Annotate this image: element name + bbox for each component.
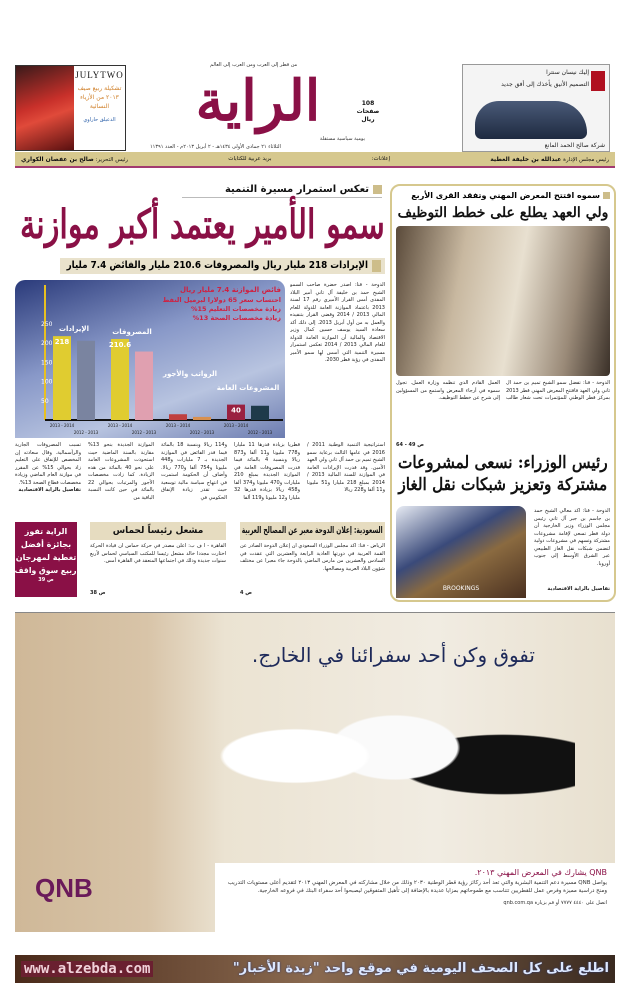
pm-body: الدوحة - قنا: أكد معالي الشيخ حمد بن جاسم بن جبر آل ثاني رئيس مجلس الوزراء وزير الخارجية أن دولة قطر تسعى لإقامة مشروعات مشتركة وتسهم في مشروعات دولية لتضمن شبكات نقل الغاز الطبيعي عبر الشرق الأوسط إلى جنوب أوروبا. [534, 508, 610, 567]
bar-2013-2014 [108, 339, 132, 420]
y-tick-label: 250 [41, 320, 53, 328]
x-tick-label: 2014 - 2013 [223, 423, 249, 428]
ad-people-image [175, 688, 575, 858]
right-kicker-text: سموه افتتح المعرض المهني وتفقد القرى الأربع [411, 191, 600, 200]
editor-name: صالح بن عفصان الكواري [21, 155, 94, 163]
qnb-contact[interactable]: اتصل على ٤٤٤٠ ٧٧٧٧ أو قم بزيارة qnb.com.qa [503, 900, 607, 906]
qnb-caption [215, 863, 615, 932]
y-tick-label: 150 [41, 359, 53, 367]
category-label: الإيرادات [58, 325, 90, 334]
crown-prince-photo [396, 226, 610, 376]
nissan-logo [591, 71, 605, 91]
chart-note: زيادة مخصصات الصحة 13% [192, 314, 281, 322]
qnb-slogan: تفوق وكن أحد سفرائنا في الخارج. [251, 643, 535, 667]
qnb-logo: QNB [35, 873, 93, 903]
story-title: السعودية: إعلان الدوحة معبر عن المصالح العربية [242, 526, 383, 536]
lead-col2: الموازنة الجديدة بنحو 13% مقارنة بالسنة الماضية حيث استحوذت المشروعات العامة على نحو 40 بالمائة من هذه الزيادة. كما زادت مخصصات الأجور والمرتبات بحوالي 22 بالمائة في حين كانت النسبة الباقية من [88, 442, 154, 501]
y-tick-label: 100 [41, 378, 53, 386]
edition-label: يومية سياسية مستقلة [319, 136, 365, 142]
chart-title: فائض الموازنة 7.4 مليار ريال [179, 286, 281, 294]
story-body: القاهرة - أ ف ب: أعلن مصدر في حركة حماس أن قيادة الحركة اختارت مجددا خالد مشعل رئيسا للمكتب السياسي لحماس لأربع سنوات جديدة وذلك في اجتماعها المنعقد في القاهرة أمس. [90, 543, 226, 564]
story-hamas[interactable] [90, 522, 226, 598]
qnb-title: QNB يشارك في المعرض المهني ٢٠١٣. [474, 868, 607, 877]
bar-2013-2014 [169, 414, 187, 420]
watermark-banner[interactable] [15, 955, 615, 983]
promo-line: تغطية لمهرجان [15, 553, 77, 562]
ad-brand: JULYTWO [75, 70, 124, 80]
bar-2013-2014 [53, 336, 71, 420]
ad-sub: التصميم الأنيق يأخذك إلى أفق جديد [501, 81, 589, 88]
ad-headline: إليك نيسان سنترا [546, 69, 589, 76]
subhead-text: الإيرادات 218 مليار ريال والمصروفات 210.6 مليار والفائض 7.4 مليار [66, 260, 368, 271]
right-page: ص 49 - 64 [396, 442, 424, 448]
promo-line: الراية تفوز [24, 527, 68, 536]
info-bar [15, 152, 615, 168]
price-box [356, 100, 380, 124]
lead-headline-box [15, 200, 385, 252]
chart-note: زيادة مخصصات التعليم 15% [190, 305, 281, 313]
promo-box[interactable] [15, 522, 77, 597]
issue-date: الثلاثاء ٢١ جمادى الأولى ١٤٣٤هـ - ٢ أبريل ٢٠١٣م - العدد ١١٣٩١ [150, 144, 281, 150]
lead-col1 [15, 442, 81, 510]
right-column-box [390, 184, 616, 602]
value-label: 210.6 [108, 341, 132, 349]
ad-offer: تشكيلة ربيع صيف ٢٠١٣ من الأزياء النسائية [77, 85, 122, 110]
bar-2012-2013 [77, 341, 95, 420]
lead-kicker [182, 184, 382, 198]
right-headline[interactable]: ولي العهد يطلع على خطط التوظيف [397, 205, 609, 221]
lead-col4: قطريا بزيادة قدرها 11 مليارا و778 مليونا و11 ألفا و873 ريالا وبنسبة 4 بالمائة فيما قدرت المصروفات العامة في الموازنة الجديدة بمبلغ 210 مليارات و470 مليونا و374 ألفا و458 ريالا بزيادة قدرها 32 مليارا و12 مليونا و119 ألفا [234, 442, 300, 501]
price-label: ريال [361, 116, 375, 123]
pages-label: صفحات [356, 108, 380, 115]
nissan-ad[interactable] [462, 64, 610, 152]
x-tick-label: 2013 - 2012 [131, 430, 157, 435]
lead-col5: استراتيجية التنمية الوطنية 2011 / 2016 في عامها الثالث برعاية سمو الشيخ تميم بن حمد آل ثاني ولي العهد الأمين. وقد قدرت الإيرادات العامة في الموازنة للسنة المالية 2013 / 2014 بمبلغ 218 مليارا و51 مليونا و11 ألفا و228 ريالا [307, 442, 385, 493]
banner-promo: اطلع على كل الصحف اليومية في موقع واحد "زبدة الأخبار" [232, 961, 609, 976]
chart-note: احتساب سعر 65 دولارا لبرميل النفط [162, 296, 281, 304]
pm-more[interactable]: تفاصيل بالراية الاقتصادية [547, 586, 610, 592]
ads-contact: إعلانات: [371, 156, 391, 162]
ad-company: شركة صالح الحمد المانع [544, 142, 605, 149]
pm-headline[interactable]: رئيس الوزراء: نسعى لمشروعات مشتركة وتعزيز شبكات نقل الغاز [398, 453, 608, 495]
banner-url[interactable]: www.alzebda.com [21, 961, 153, 977]
x-tick-label: 2013 - 2012 [189, 430, 215, 435]
category-label: المشروعات العامة [216, 384, 280, 392]
col1-text: تسبب المصروفات الجارية والرأسمالية. وقال سعادته إن المخصص للإنفاق على التعليم زاد بحوالي 15% عن المقرر في موازنة العام الماضي وزيادة مخصصات قطاع الصحة 13%. [15, 442, 81, 486]
lead-body: الدوحة - قنا: أصدر حضرة صاحب السمو الشيخ حمد بن خليفة آل ثاني أمير البلاد المفدى أمس القرار الأميري رقم 17 لسنة 2013 باعتماد الموازنة العامة للدولة للعام المالي 2013 / 2014 وقضى القرار بتنفيذه والعمل به من أول أبريل 2013. إلى ذلك أكد سعادة السيد يوسف حسين كمال وزير الاقتصاد والمالية أن الموازنة العامة للدولة للعام المالي 2013 / 2014 تعكس استمرار مسيرة التنمية التي أسس لها سمو الأمير المفدى في رؤية قطر 2030. [290, 282, 385, 363]
promo-page: ص 39 [38, 577, 54, 583]
x-tick-label: 2013 - 2012 [73, 430, 99, 435]
story-saudi[interactable] [240, 522, 385, 598]
more-link[interactable]: تفاصيل بالراية الاقتصادية [18, 487, 81, 493]
ad-model-image [16, 66, 74, 150]
pm-photo [396, 506, 526, 598]
right-body: الدوحة - قنا: تفضل سمو الشيخ تميم بن حمد آل ثاني ولي العهد فافتتح المعرض المهني قطر 2013 بمركز قطر الوطني للمؤتمرات تحت شعار طالب العمل القادم الذي تنظمه وزارة العمل. تجول سموه في أرجاء المعرض واستمع من المسؤولين إلى شرح عن خطط التوظيف. [396, 380, 610, 401]
y-tick-label: 200 [41, 340, 53, 348]
chairman-label: رئيس مجلس الإدارة [563, 156, 609, 163]
masthead-tagline: من قطر إلى العرب ومن العرب إلى العالم [210, 62, 298, 68]
qnb-ad[interactable] [15, 612, 615, 932]
x-tick-label: 2014 - 2013 [107, 423, 133, 428]
ad-logo: الدعيلق حاراوي [83, 117, 116, 123]
lead-headline[interactable]: سمو الأمير يعتمد أكبر موازنة [20, 201, 385, 248]
chairman-name: عبدالله بن خليفة العطية [490, 155, 562, 163]
editor-label: رئيس التحرير: [95, 156, 129, 163]
newspaper-logo: الراية [195, 68, 321, 134]
page-count: 108 [361, 100, 375, 107]
promo-line: ربيع سوق واقف [15, 566, 77, 575]
story-page: ص 4 [240, 590, 252, 596]
category-label: الرواتب والأجور [162, 370, 218, 378]
lead-col3: و114 ريالا وبنسبة 18 بالمائة فيما قدر الفائض في الموازنة الجديدة بـ 7 مليارات و448 مليونا و754 ألفا و770 ريالا. وأضاف أن الحكومة استمرت في انتهاج سياسة مالية توسعية حيث تقدر زيادة الإنفاق الحكومي في [161, 442, 227, 501]
value-label: 218 [54, 338, 70, 347]
car-image [475, 101, 587, 139]
x-tick-label: 2014 - 2013 [49, 423, 75, 428]
bar-2012-2013 [193, 417, 211, 420]
value-label: 40 [231, 406, 241, 415]
kicker-text: تعكس استمرار مسيرة التنمية [224, 184, 369, 195]
julytwo-ad[interactable] [15, 65, 126, 151]
category-label: المصروفات [112, 328, 152, 336]
promo-line: بجائزة أفضل [20, 540, 72, 549]
bar-2012-2013 [135, 352, 153, 420]
qnb-body: يواصل QNB مسيرة دعم التنمية البشرية والتي تعد أحد ركائز رؤية قطر الوطنية ٢٠٣٠ وذلك من خلال مشاركته في المعرض المهني ٢٠١٣ لتقديم أعلى مستويات التدريب ومنح دراسية مميزة وفرص عمل للقطريين تتناسب مع طموحاتهم بمزايا عديدة بالإضافة إلى تأهيل المتفوقين ليصبحوا أحد سفراء البنك في فروعه الخارجية. [227, 880, 607, 894]
x-tick-label: 2014 - 2013 [165, 423, 191, 428]
budget-chart [15, 280, 285, 438]
mail-contact: بريد عربية للكتابات [228, 156, 272, 162]
right-kicker [396, 190, 610, 201]
masthead [150, 62, 365, 150]
y-tick-label: 50 [41, 397, 49, 405]
photo-caption: BROOKINGS [442, 585, 480, 592]
story-page: ص 38 [90, 590, 106, 596]
lead-subhead [60, 258, 385, 274]
story-body: الرياض - قنا: أكد مجلس الوزراء السعودي أن إعلان الدوحة الصادر عن القمة العربية في دورتها العادية الرابعة والعشرين التي عقدت في السادس والعشرين من مارس الماضي بالدوحة جاء معبرا عن مختلف شؤون البلاد العربية ومصالحها. [240, 543, 385, 572]
bar-2012-2013 [251, 406, 269, 420]
x-tick-label: 2013 - 2012 [247, 430, 273, 435]
story-title: مشعل رئيساً لحماس [112, 526, 204, 536]
